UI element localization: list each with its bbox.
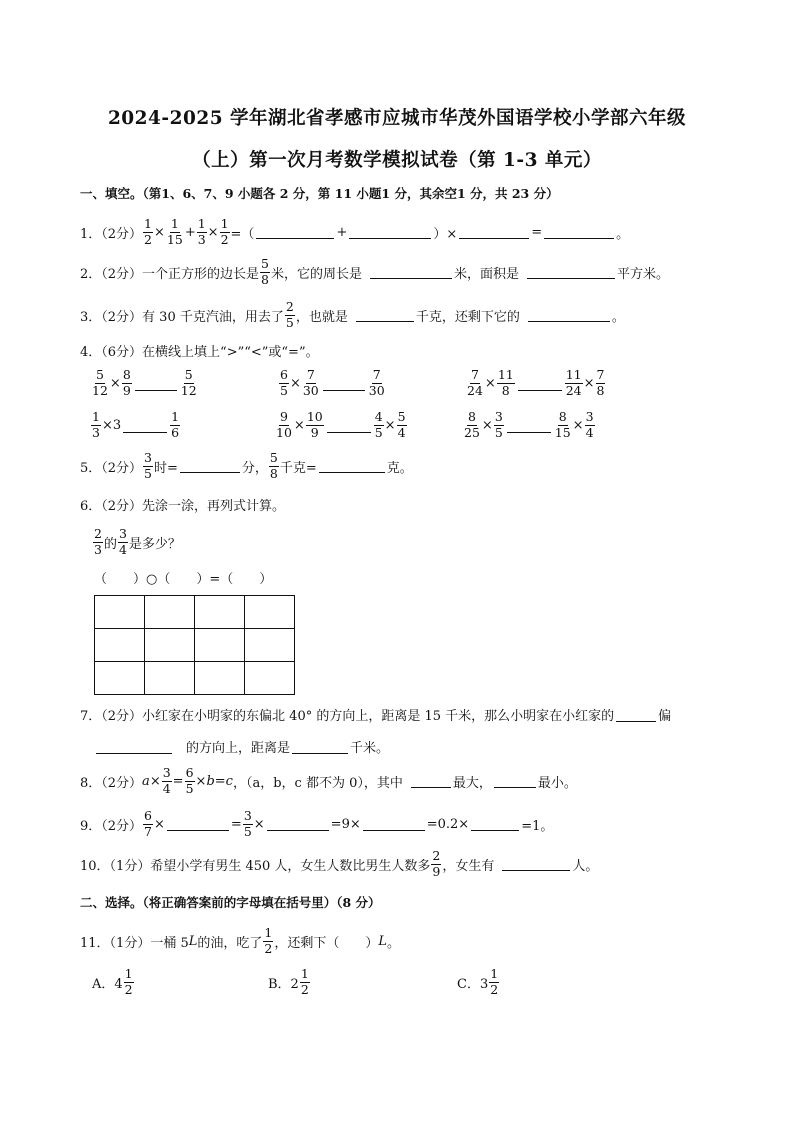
comparison-blank[interactable]	[323, 376, 365, 391]
times-sign: ×	[484, 375, 496, 391]
fraction: $\frac{6}{5}$	[185, 765, 194, 796]
q9-text: =1。	[521, 818, 554, 834]
question-1	[80, 218, 629, 246]
option-a[interactable]	[92, 968, 135, 996]
q1-prefix: 1．（2分）	[80, 226, 143, 242]
times-sign: ×	[149, 773, 161, 789]
answer-blank[interactable]	[96, 740, 172, 754]
option-b[interactable]	[268, 968, 311, 996]
period: 。	[611, 309, 625, 325]
grid-cell[interactable]	[195, 596, 245, 629]
grid-cell[interactable]	[95, 629, 145, 662]
comparison-blank[interactable]	[135, 376, 177, 391]
q7-text: 偏	[658, 709, 672, 724]
fraction: $\frac{1}{2}$	[300, 966, 309, 997]
grid-cell[interactable]	[145, 596, 195, 629]
q6-expression: （ ）○（ ）=（ ）	[94, 572, 273, 587]
times-sign: ×	[154, 224, 165, 240]
fraction: $\frac{1}{3}$	[197, 216, 206, 247]
q1-close-times: ）×	[433, 226, 458, 242]
option-label: C．3	[457, 976, 489, 992]
q10-text: ，女生有	[442, 858, 495, 874]
var-c: c	[225, 773, 233, 789]
answer-blank[interactable]	[528, 308, 610, 322]
q10-text: 人。	[572, 858, 599, 874]
answer-blank[interactable]	[267, 817, 329, 831]
fraction: $\frac{2}{5}$	[285, 299, 294, 330]
q3-text: 千克，还剩下它的	[415, 309, 520, 325]
grid-cell[interactable]	[195, 629, 245, 662]
section-2-heading: 二、选择。（将正确答案前的字母填在括号里）（8 分）	[80, 895, 381, 910]
question-5	[80, 452, 413, 480]
answer-blank[interactable]	[616, 708, 656, 722]
comparison-blank[interactable]	[518, 376, 562, 391]
q11-text: ，还剩下（ ）	[274, 935, 379, 951]
fraction: $\frac{3}{4}$	[118, 526, 127, 557]
var-a: a	[142, 773, 150, 789]
question-9	[80, 810, 553, 838]
answer-blank[interactable]	[292, 740, 348, 754]
times-sign: ×	[207, 224, 219, 240]
fraction: $\frac{3}{5}$	[243, 808, 252, 839]
plus-sign: +	[336, 224, 348, 240]
grid-cell[interactable]	[195, 662, 245, 695]
fraction: $\frac{1}{15}$	[166, 216, 183, 247]
fraction: $\frac{1}{2}$	[124, 966, 133, 997]
q5-text: 千克=	[279, 460, 317, 476]
grid-cell[interactable]	[95, 596, 145, 629]
coloring-grid	[94, 595, 295, 695]
times-sign: ×	[384, 417, 396, 433]
question-8	[80, 767, 577, 795]
page-title: 2024-2025 学年湖北省孝感市应城市华茂外国语学校小学部六年级	[107, 108, 687, 129]
equals-sign: =	[531, 224, 543, 240]
var-b: b	[206, 773, 215, 789]
unit: L	[378, 933, 387, 949]
question-10	[80, 850, 598, 878]
q5-text: 时=	[154, 460, 178, 476]
comparison-blank[interactable]	[507, 418, 551, 433]
q5-prefix: 5．（2分）	[80, 460, 143, 476]
times-sign: ×	[109, 375, 121, 391]
fraction: $\frac{1}{2}$	[220, 216, 229, 247]
grid-cell[interactable]	[95, 662, 145, 695]
comparison-item: $\frac{8}{25}$ × $\frac{3}{5}$ $\frac{8}{15}$ × $\frac{3}{4}$	[464, 409, 594, 440]
q6-text: 是多少？	[128, 536, 181, 552]
fraction: $\frac{1}{2}$	[144, 216, 152, 247]
answer-blank[interactable]	[459, 225, 529, 239]
fraction: $\frac{2}{3}$	[94, 526, 102, 557]
fraction: $\frac{5}{8}$	[261, 256, 269, 287]
q2-text: 米，面积是	[454, 266, 520, 282]
grid-cell[interactable]	[245, 629, 295, 662]
answer-blank[interactable]	[349, 225, 431, 239]
q6-text: 的	[103, 536, 117, 552]
fraction: $\frac{5}{8}$	[269, 450, 278, 481]
q7-text: 千米。	[350, 741, 390, 756]
answer-blank[interactable]	[411, 774, 451, 788]
integer: 3	[112, 417, 122, 433]
fraction: $\frac{6}{7}$	[144, 808, 152, 839]
grid-cell[interactable]	[145, 629, 195, 662]
q5-text: 克。	[386, 460, 413, 476]
q3-text: ，也就是	[295, 309, 348, 325]
q9-text: =0.2×	[426, 816, 470, 832]
fraction: $\frac{1}{2}$	[264, 925, 273, 956]
section-1-heading: 一、填空。（第1、6、7、9 小题各 2 分，第 11 小题1 分，其余空1 分，共 23 分）	[80, 186, 559, 201]
answer-blank[interactable]	[167, 817, 229, 831]
answer-blank[interactable]	[494, 774, 536, 788]
q8-text: 最小。	[537, 775, 577, 791]
equals-sign: =	[172, 773, 184, 789]
times-sign: ×	[481, 417, 493, 433]
q3-prefix: 3．（2分）有 30 千克汽油，用去了	[80, 309, 284, 325]
times-sign: ×	[154, 816, 165, 832]
q11-text: 的油，吃了	[197, 935, 263, 951]
question-3	[80, 301, 625, 329]
fraction: $\frac{3}{5}$	[144, 450, 152, 481]
fraction: $\frac{2}{9}$	[432, 848, 441, 879]
q7-text: 的方向上，距离是	[186, 741, 291, 756]
comparison-item: $\frac{6}{5}$ × $\frac{7}{30}$ $\frac{7}{30}$	[280, 367, 385, 398]
period: 。	[386, 935, 400, 951]
answer-blank[interactable]	[356, 308, 414, 322]
plus-sign: +	[184, 224, 196, 240]
question-2	[80, 258, 669, 286]
comparison-blank[interactable]	[123, 418, 167, 433]
q9-prefix: 9．（2分）	[80, 818, 143, 834]
comparison-item: $\frac{7}{24}$ × $\frac{11}{8}$ $\frac{11}{24}$ × $\frac{7}{8}$	[467, 367, 605, 398]
times-sign: ×	[572, 417, 584, 433]
page-subtitle: （上）第一次月考数学模拟试卷（第 1-3 单元）	[192, 150, 602, 171]
times-sign: ×	[583, 375, 595, 391]
equals-sign: =	[230, 816, 242, 832]
times-sign: ×	[101, 417, 113, 433]
answer-blank[interactable]	[527, 265, 615, 279]
answer-blank[interactable]	[180, 459, 240, 473]
grid-cell[interactable]	[145, 662, 195, 695]
question-6: 6．（2分）先涂一涂，再列式计算。	[80, 499, 286, 514]
q11-prefix: 11．（1分）一桶 5	[80, 935, 189, 951]
q8-prefix: 8．（2分）	[80, 775, 143, 791]
q2-prefix: 2．（2分）一个正方形的边长是	[80, 266, 260, 282]
unit: L	[188, 933, 198, 949]
option-c[interactable]	[457, 968, 500, 996]
comparison-item: $\frac{1}{3}$ × 3 $\frac{1}{6}$	[92, 409, 180, 440]
answer-blank[interactable]	[363, 817, 425, 831]
q8-text: 最大，	[452, 775, 492, 791]
times-sign: ×	[253, 816, 265, 832]
q7-text: 7．（2分）小红家在小明家的东偏北 40° 的方向上，距离是 15 千米，那么小明家在小红家的	[80, 709, 615, 724]
question-11	[80, 927, 400, 955]
times-sign: ×	[293, 417, 305, 433]
q6-question	[92, 528, 181, 556]
grid-cell[interactable]	[245, 662, 295, 695]
answer-blank[interactable]	[502, 857, 570, 871]
answer-blank[interactable]	[370, 265, 452, 279]
question-7-cont	[94, 737, 389, 756]
option-label: B．2	[268, 976, 299, 992]
period: 。	[616, 226, 630, 242]
answer-blank[interactable]	[544, 225, 614, 239]
equals-sign: =	[214, 773, 226, 789]
q2-text: 平方米。	[617, 266, 670, 282]
answer-blank[interactable]	[319, 459, 385, 473]
answer-blank[interactable]	[256, 225, 334, 239]
fraction: $\frac{1}{2}$	[490, 966, 499, 997]
answer-blank[interactable]	[471, 817, 519, 831]
q2-text: 米，它的周长是	[271, 266, 363, 282]
grid-cell[interactable]	[245, 596, 295, 629]
q5-text: 分，	[241, 460, 268, 476]
times-sign: ×	[289, 375, 301, 391]
times-sign: ×	[195, 773, 207, 789]
question-7	[80, 705, 671, 724]
q8-text: ，（a，b，c 都不为 0），其中	[232, 775, 403, 791]
q10-prefix: 10．（1分）希望小学有男生 450 人，女生人数比男生人数多	[80, 858, 431, 874]
comparison-blank[interactable]	[327, 418, 371, 433]
option-label: A．4	[92, 976, 123, 992]
fraction: $\frac{3}{4}$	[162, 765, 171, 796]
q1-equals-paren: =（	[230, 226, 255, 242]
comparison-item: $\frac{9}{10}$ × $\frac{10}{9}$ $\frac{4}{5}$ × $\frac{5}{4}$	[276, 409, 406, 440]
q9-text: =9×	[330, 816, 361, 832]
comparison-item: $\frac{5}{12}$ × $\frac{8}{9}$ $\frac{5}{12}$	[92, 367, 197, 398]
question-4: 4．（6分）在横线上填上“>”“<”或“=”。	[80, 345, 319, 360]
